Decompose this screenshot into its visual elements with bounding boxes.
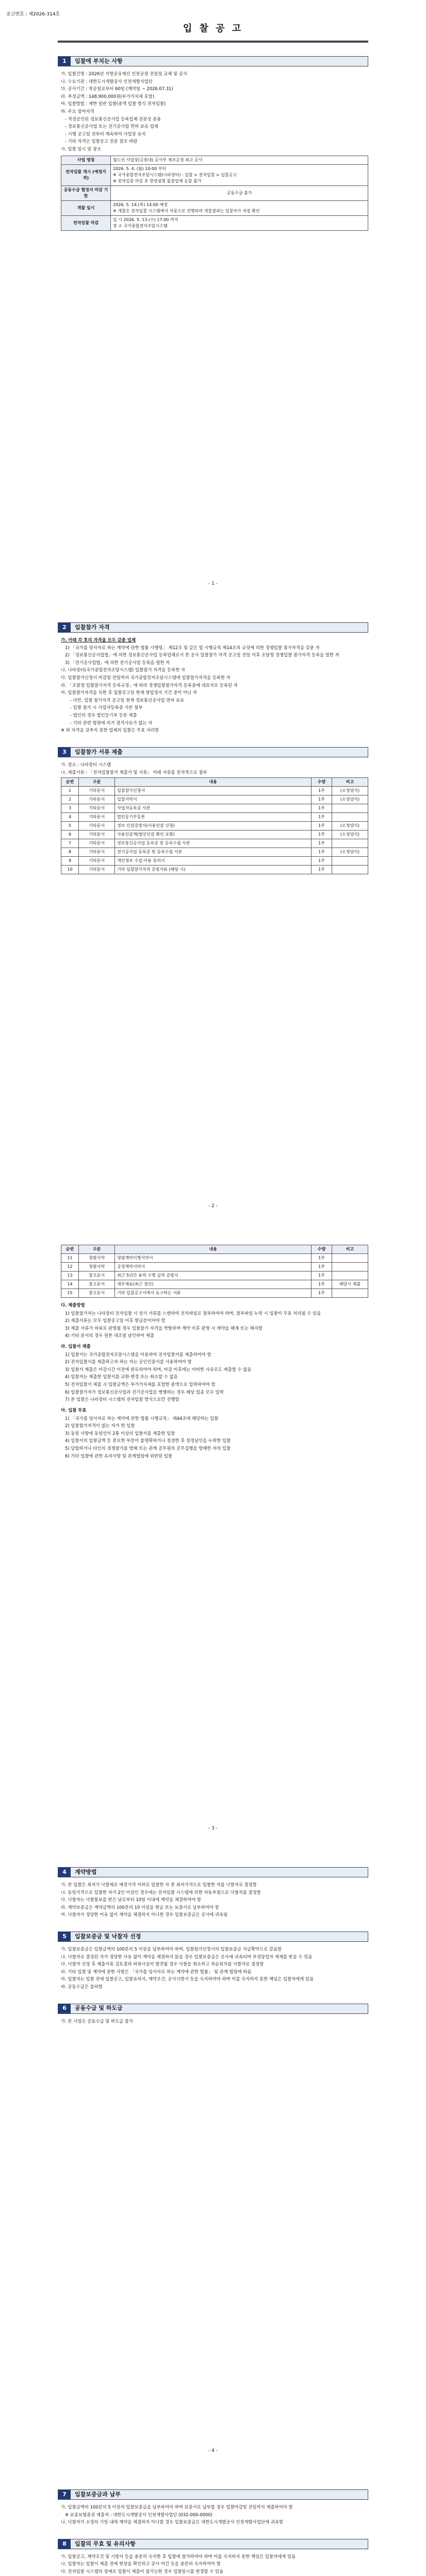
row-number: 13 — [61, 1272, 79, 1280]
row-description: 정보통신공사업 등록증 및 등록수첩 사본 — [115, 839, 312, 848]
row-quantity: 1부 — [312, 831, 332, 839]
sec1-line: 다. 공사기간 : 착공일로부터 60일 (계약일 ~ 2026.07.31) — [61, 86, 173, 92]
table-row — [61, 1254, 368, 1263]
table-row — [61, 857, 368, 866]
section-title: 입찰참가 자격 — [71, 623, 368, 632]
summary-key: 사업 명칭 — [61, 156, 111, 164]
row-description: 기타 입찰참가자격 증빙서류 (해당 시) — [115, 866, 312, 874]
sec3-line: 1) 입찰참가자는 나라장터 전자입찰 시 상기 서류를 스캔하여 전자파일로 첨부하여야 하며, 첨부파일 누락 시 입찰이 무효 처리될 수 있음 — [65, 1310, 321, 1316]
table-row — [61, 795, 368, 804]
row-description: 개인정보 수집·이용 동의서 — [115, 857, 312, 866]
summary-value: 일 시 2026. 5. 13.(수) 17:00 까지 장 소 국가종합전자조달시스템 — [111, 215, 368, 230]
sec3-line: 4) 입찰자는 제출한 입찰서를 교환·변경 또는 취소할 수 없음 — [65, 1374, 178, 1380]
sec2-line: 가. 아래 각 호의 자격을 모두 갖춘 업체 — [61, 637, 136, 642]
sec5-line: 라. 기타 입찰 및 계약에 관한 사항은 「국가를 당사자로 하는 계약에 관한 법률」 및 관계 법령에 따름 — [61, 1969, 252, 1974]
row-category: 청렴서약 — [79, 1263, 115, 1272]
row-category: 기타문서 — [79, 831, 115, 839]
summary-table — [61, 156, 368, 231]
row-note: (소정양식) — [332, 848, 368, 857]
sec3-line: 5) 담합하거나 타인의 경쟁참가를 방해 또는 관계 공무원의 공무집행을 방해한 자의 입찰 — [65, 1445, 231, 1451]
row-description: 입찰참가신청서 — [115, 787, 312, 795]
sec4-line: 라. 계약보증금은 계약금액의 100분의 10 이상을 현금 또는 보증서로 납부하여야 함 — [61, 1904, 219, 1910]
sec4-line: 가. 본 입찰은 최저가 낙찰제로 예정가격 이하로 입찰한 자 중 최저가격으로 입찰한 자를 낙찰자로 결정함 — [61, 1882, 257, 1887]
page-number: - 4 - — [208, 2448, 218, 2453]
row-quantity: 1부 — [312, 839, 332, 848]
row-number: 12 — [61, 1263, 79, 1272]
row-category: 참고문서 — [79, 1272, 115, 1280]
row-quantity: 1부 — [312, 1289, 332, 1298]
table-row — [61, 804, 368, 813]
column-header: 수량 — [312, 778, 332, 787]
sec3-line: 2) 제출서류는 모두 입찰공고일 이후 발급분이어야 함 — [65, 1318, 166, 1324]
row-number: 15 — [61, 1289, 79, 1298]
sec3-line: 2) 입찰참가자격이 없는 자가 한 입찰 — [65, 1423, 135, 1429]
table-row — [61, 839, 368, 848]
sec7-line: ※ 보증보험증권 제출처 : 대한도시개발공사 인천개발사업단 (032-000-0000) — [65, 2512, 212, 2517]
table-row — [61, 156, 368, 164]
row-description: 공정계약서약서 — [115, 1263, 312, 1272]
sec2-note: ※ 위 자격을 갖추지 못한 업체의 입찰은 무효 처리함 — [61, 727, 159, 733]
sec3-line: 3) 제출 서류가 허위로 판명될 경우 입찰참가 자격을 박탈하며 계약 이후 판명 시 계약을 해제 또는 해지함 — [65, 1325, 263, 1331]
sec3-line: 5) 전자입찰서 제출 시 입찰금액은 부가가치세를 포함한 총액으로 입력하여야 함 — [65, 1382, 216, 1387]
page-number: - 1 - — [208, 581, 218, 586]
section-3-heading — [58, 747, 368, 757]
row-note — [332, 866, 368, 874]
row-note: (소정양식) — [332, 822, 368, 831]
sec2-bullet: - 다만, 입찰 참가자격 공고일 현재 정보통신공사업 면허 보유 — [70, 697, 185, 703]
row-number: 4 — [61, 813, 79, 822]
column-header: 순번 — [61, 778, 79, 787]
row-quantity: 1부 — [312, 1272, 332, 1280]
row-note — [332, 1254, 368, 1263]
sec3-line: 가. 장소 : 나라장터 시스템 — [61, 761, 111, 767]
section-title: 입찰의 무효 및 유의사항 — [71, 2539, 368, 2549]
section-2-heading — [58, 622, 368, 633]
summary-value: 월드인 사업장(공원내) 공사부 제조공정 최고 공사 — [111, 156, 368, 164]
row-description: 전기공사업 등록증 및 등록수첩 사본 — [115, 848, 312, 857]
section-number: 4 — [58, 1868, 71, 1877]
section-title: 공동수급 및 하도급 — [71, 2004, 368, 2013]
sec3-line: 1) 「국가를 당사자로 하는 계약에 관한 법률 시행규칙」 제44조에 해당하는 입찰 — [65, 1415, 219, 1421]
section-title: 입찰참가 서류 제출 — [71, 748, 368, 757]
row-quantity: 1부 — [312, 787, 332, 795]
row-quantity: 1부 — [312, 857, 332, 866]
sec1-bullet: - 시행 공고일 전부터 계속하여 사업장 유지 — [65, 131, 146, 137]
row-description: 입찰서약서 — [115, 795, 312, 804]
section-4-heading — [58, 1867, 368, 1877]
section-number: 2 — [58, 623, 71, 632]
row-quantity: 1부 — [312, 822, 332, 831]
sec1-line: 가. 입찰건명 : 2026년 지방공유재산 인천공장 전원설 교체 및 공사 — [61, 71, 187, 76]
sec2-line: 마. 입찰참가자격을 득한 후 입찰공고일 현재 영업정지 기간 중이 아닌 자 — [61, 690, 197, 696]
sec2-line: 2) 「정보통신공사업법」에 의한 정보통신공사업 등록업체로서 본 공사 입찰참가 자격 공고일 전일 이후 조달청 경쟁입찰 참가자격 등록을 필한 자 — [65, 652, 339, 658]
row-note — [332, 1289, 368, 1298]
row-note — [332, 857, 368, 866]
sec3-line: 나. 제출서류 : 「전자입찰참가 제출서 및 서류」 아래 서류를 전자적으로 첨부 — [61, 769, 207, 775]
table-header-row — [61, 1245, 368, 1254]
sec3-line: 4) 기타 문서의 경우 원본 대조필 날인하여 제출 — [65, 1333, 154, 1338]
section-title: 입찰보증금 및 낙찰자 선정 — [71, 1932, 368, 1941]
table-row — [61, 164, 368, 185]
sec2-line: 다. 입찰참가신청서 마감일 전일까지 국가종합전자조달시스템에 입찰참가자격을 등록한 자 — [61, 675, 231, 681]
sec3-line: 7) 본 입찰은 나라장터 시스템의 전자입찰 방식으로만 진행함 — [65, 1397, 179, 1402]
section-5-heading — [58, 1931, 368, 1942]
row-category: 기타문서 — [79, 822, 115, 831]
row-category: 기타문서 — [79, 787, 115, 795]
sub-heading: 마. 입찰 무효 — [61, 1407, 87, 1413]
sec1-bullet: - 기타 자격은 입찰공고 전문 참조 바람 — [65, 139, 138, 144]
sec4-line: 마. 낙찰자가 정당한 이유 없이 계약을 체결하지 아니한 경우 입찰보증금은 공사에 귀속됨 — [61, 1912, 228, 1918]
row-note: 해당시 제출 — [332, 1280, 368, 1289]
section-8-heading — [58, 2539, 368, 2549]
sec1-line: 마. 입찰방법 : 제한 일반 입찰(총액 입찰 방식 전자입찰) — [61, 101, 166, 107]
row-quantity: 1부 — [312, 804, 332, 813]
row-number: 9 — [61, 857, 79, 866]
row-category: 기타문서 — [79, 866, 115, 874]
sec3-line: 3) 동일 사항에 동일인이 2통 이상의 입찰서를 제출한 입찰 — [65, 1430, 175, 1436]
row-category: 기타문서 — [79, 857, 115, 866]
title-rule — [58, 41, 368, 43]
row-description: 기타 입찰공고서에서 요구하는 서류 — [115, 1289, 312, 1298]
row-quantity: 1부 — [312, 795, 332, 804]
table-row — [61, 1272, 368, 1280]
table-row — [61, 848, 368, 857]
row-number: 14 — [61, 1280, 79, 1289]
sec3-line: 3) 입찰서 제출은 마감시간 이전에 완료하여야 하며, 마감 이후에는 어떠한 사유로도 제출할 수 없음 — [65, 1366, 252, 1372]
table-row — [61, 1280, 368, 1289]
row-number: 11 — [61, 1254, 79, 1263]
sec1-line: 라. 추정금액 : 148,900,000원(부가가치세 포함) — [61, 93, 155, 99]
row-note — [332, 839, 368, 848]
column-header: 수량 — [312, 1245, 332, 1254]
documents-table — [61, 777, 368, 874]
sec2-line: 1) 「국가를 당사자로 하는 계약에 관한 법률 시행령」 제12조 및 같은 법 시행규칙 제14조의 규정에 의한 경쟁입찰 참가자격을 갖춘 자 — [65, 645, 320, 650]
section-title: 계약방법 — [71, 1868, 368, 1877]
section-7-heading — [58, 2489, 368, 2500]
sec3-line: 6) 입찰참가자가 정보통신공사업과 전기공사업을 병행하는 경우 해당 업종 모두 입력 — [65, 1389, 224, 1395]
sec7-line: 가. 입찰금액의 100분의 5 이상의 입찰보증금을 납부하여야 하며 보증서로 납부할 경우 입찰마감일 전일까지 제출하여야 함 — [61, 2504, 293, 2510]
sec2-line: 3) 「전기공사업법」에 의한 전기공사업 등록을 필한 자 — [65, 659, 170, 665]
row-number: 5 — [61, 822, 79, 831]
row-description: 사업자등록증 사본 — [115, 804, 312, 813]
sec8-line: 가. 입찰공고, 계약조건 및 시방서 등을 충분히 숙지한 후 입찰에 참가하여야 하며 이를 숙지하지 못한 책임은 입찰자에게 있음 — [61, 2553, 296, 2559]
column-header: 비고 — [332, 778, 368, 787]
row-note — [332, 1272, 368, 1280]
table-row — [61, 1289, 368, 1298]
row-description: 정보 인감증명서(사용인감 신청) — [115, 822, 312, 831]
sec3-line: 6) 기타 입찰에 관한 유의사항 및 관계법령에 위반된 입찰 — [65, 1453, 172, 1459]
row-note: (소정양식) — [332, 795, 368, 804]
column-header: 내용 — [115, 1245, 312, 1254]
row-category: 청렴서약 — [79, 1254, 115, 1263]
column-header: 비고 — [332, 1245, 368, 1254]
row-number: 7 — [61, 839, 79, 848]
page-1 — [0, 0, 426, 602]
row-quantity: 1부 — [312, 1263, 332, 1272]
table-header-row — [61, 778, 368, 787]
section-1-heading — [58, 56, 368, 66]
section-number: 1 — [58, 57, 71, 66]
row-note — [332, 1263, 368, 1272]
page-number: - 3 - — [208, 1825, 218, 1831]
sec4-line: 다. 낙찰자는 낙찰통보를 받은 날로부터 10일 이내에 계약을 체결하여야 함 — [61, 1897, 201, 1903]
row-note — [332, 813, 368, 822]
table-row — [61, 185, 368, 200]
row-number: 1 — [61, 787, 79, 795]
row-note: (소정양식) — [332, 831, 368, 839]
sec1-line: 사. 입찰 일시 및 장소 — [61, 146, 102, 152]
summary-key: 공동수급 협정서 마감 기한 — [61, 185, 111, 200]
sec3-line: 2) 전자입찰서를 제출하고자 하는 자는 공인인증서를 사용하여야 함 — [65, 1359, 192, 1365]
sec1-line: 나. 수요기관 : 대한도시개발공사 인천개발사업단 — [61, 78, 153, 84]
summary-key: 개찰 일시 — [61, 200, 111, 215]
column-header: 구분 — [79, 1245, 115, 1254]
section-number: 7 — [58, 2490, 71, 2499]
page-5 — [0, 2489, 426, 2576]
row-note: (소정양식) — [332, 787, 368, 795]
section-number: 5 — [58, 1932, 71, 1941]
sec2-line: 라. 「조달청 입찰참가자격 등록규정」에 따라 경쟁입찰참가자격 등록증에 대표자로 등록된 자 — [61, 682, 238, 688]
summary-value: 2026. 5. 14.(목) 14:00 예정 ※ 개찰은 전자입찰 시스템에서 자동으로 진행되며 개찰결과는 입찰자가 직접 확인 — [111, 200, 368, 215]
section-number: 3 — [58, 748, 71, 757]
sec5-line: 나. 낙찰자로 결정된 자가 정당한 사유 없이 계약을 체결하지 않을 경우 입찰보증금은 공사에 귀속되며 부정당업자 제재를 받을 수 있음 — [61, 1954, 313, 1959]
row-number: 3 — [61, 804, 79, 813]
sub-heading: 라. 입찰서 제출 — [61, 1344, 91, 1349]
row-category: 기타문서 — [79, 848, 115, 857]
sec1-bullet: - 정보통신공사업 또는 전기공사업 면허 보유 업체 — [65, 124, 158, 129]
sec4-line: 나. 동일가격으로 입찰한 자가 2인 이상인 경우에는 전자입찰 시스템에 의한 자동추첨으로 낙찰자를 결정함 — [61, 1889, 261, 1895]
row-quantity: 1부 — [312, 848, 332, 857]
row-description: 재무제표(최근 결산) — [115, 1280, 312, 1289]
column-header: 내용 — [115, 778, 312, 787]
summary-value: 공동수급 불가 — [111, 185, 368, 200]
sec6-line: 가. 본 사업은 공동수급 및 하도급 불가 — [61, 2018, 133, 2024]
sub-heading: 다. 제출방법 — [61, 1302, 85, 1308]
section-title: 입찰에 부치는 사항 — [71, 57, 368, 66]
documents-table-continued — [61, 1245, 368, 1298]
row-number: 2 — [61, 795, 79, 804]
row-category: 기타문서 — [79, 804, 115, 813]
row-quantity: 1부 — [312, 866, 332, 874]
table-row — [61, 215, 368, 230]
sec1-bullet: - 적정공인된 정보통신공사업 등록업체 전문성 준용 — [65, 116, 161, 122]
page-2 — [0, 622, 426, 1224]
table-row — [61, 822, 368, 831]
row-number: 6 — [61, 831, 79, 839]
row-category: 기타문서 — [79, 839, 115, 848]
notice-number: 공고번호 : 제2026-314호 — [6, 12, 60, 17]
sec1-line: 바. 주요 참여자격 — [61, 109, 94, 114]
page-3 — [0, 1245, 426, 1846]
table-row — [61, 866, 368, 874]
row-description: 청렴계약이행서약서 — [115, 1254, 312, 1263]
row-description: 사용인감계(법인인감 확인 포함) — [115, 831, 312, 839]
sec8-line: 다. 전자입찰 시스템의 장애로 입찰서 제출이 불가능한 경우 입찰일시를 변경할 수 있음 — [61, 2569, 224, 2574]
row-quantity: 1부 — [312, 1254, 332, 1263]
summary-key: 전자입찰 개시 (예정가격) — [61, 164, 111, 185]
table-row — [61, 1263, 368, 1272]
table-row — [61, 200, 368, 215]
sec5-line: 마. 입찰자는 입찰 전에 입찰공고, 입찰유의서, 계약조건, 공사시방서 등을 숙지하여야 하며 이를 숙지하지 못한 책임은 입찰자에게 있음 — [61, 1976, 314, 1982]
row-number: 8 — [61, 848, 79, 857]
row-number: 10 — [61, 866, 79, 874]
section-title: 입찰보증금과 납부 — [71, 2490, 368, 2499]
column-header: 구분 — [79, 778, 115, 787]
sec5-line: 가. 입찰보증금은 입찰금액의 100분의 5 이상을 납부하여야 하며, 입찰참가신청서의 입찰보증금 지급확약으로 갈음함 — [61, 1946, 282, 1952]
row-description: 최근 5년간 용역 수행 실적 증명서 — [115, 1272, 312, 1280]
sec5-line: 바. 공동수급은 불허함 — [61, 1984, 103, 1990]
sec3-line: 1) 입찰서는 국가종합전자조달시스템을 이용하여 전자입찰서를 제출하여야 함 — [65, 1351, 211, 1357]
page-number: - 2 - — [208, 1203, 218, 1209]
column-header: 순번 — [61, 1245, 79, 1254]
row-category: 참고문서 — [79, 1280, 115, 1289]
row-quantity: 1부 — [312, 1280, 332, 1289]
sec2-line: 나. 나라장터(국가종합전자조달시스템) 입찰참가 자격을 등록한 자 — [61, 667, 185, 673]
row-note — [332, 804, 368, 813]
row-description: 법인등기부등본 — [115, 813, 312, 822]
table-row — [61, 813, 368, 822]
table-row — [61, 787, 368, 795]
row-quantity: 1부 — [312, 813, 332, 822]
sec8-line: 나. 입찰자는 입찰서 제출 전에 현장을 확인하고 공사 여건 등을 충분히 숙지하여야 함 — [61, 2561, 221, 2567]
sec2-bullet: - 법인의 경우 법인등기부 등본 제출 — [70, 713, 137, 718]
sec3-line: 4) 입찰서의 입찰금액 등 중요한 부분이 불명확하거나 정정한 후 정정날인을 누락한 입찰 — [65, 1438, 231, 1444]
row-category: 참고문서 — [79, 1289, 115, 1298]
sec5-line: 다. 낙찰자 선정 후 제출서류 검토결과 허위사실이 발견될 경우 낙찰을 취소하고 차순위자를 낙찰자로 결정함 — [61, 1961, 264, 1967]
page-4 — [0, 1867, 426, 2469]
section-6-heading — [58, 2004, 368, 2014]
row-category: 기타문서 — [79, 813, 115, 822]
sec2-bullet: - 입찰 참가 시 사업자등록증 사본 첨부 — [70, 705, 143, 710]
sec2-bullet: - 기타 관련 법령에 의거 결격사유가 없는 자 — [70, 720, 153, 725]
document-title: 입 찰 공 고 — [183, 23, 243, 34]
sec7-line: 나. 낙찰자가 소정의 기일 내에 계약을 체결하지 아니할 경우 입찰보증금은 대한도시개발공사 인천개발사업단에 귀속함 — [61, 2519, 284, 2525]
section-number: 6 — [58, 2004, 71, 2013]
row-category: 기타문서 — [79, 795, 115, 804]
section-number: 8 — [58, 2539, 71, 2549]
summary-value: 2026. 5. 4. (월) 10:00 부터 ※ 국가종합전자조달시스템(나라장터) : 입찰 > 전자입찰 > 입찰공고 ※ 전자입찰 마감 후 현장설명 불참업체 응찰 불가 — [111, 164, 368, 185]
summary-key: 전자입찰 마감 — [61, 215, 111, 230]
table-row — [61, 831, 368, 839]
